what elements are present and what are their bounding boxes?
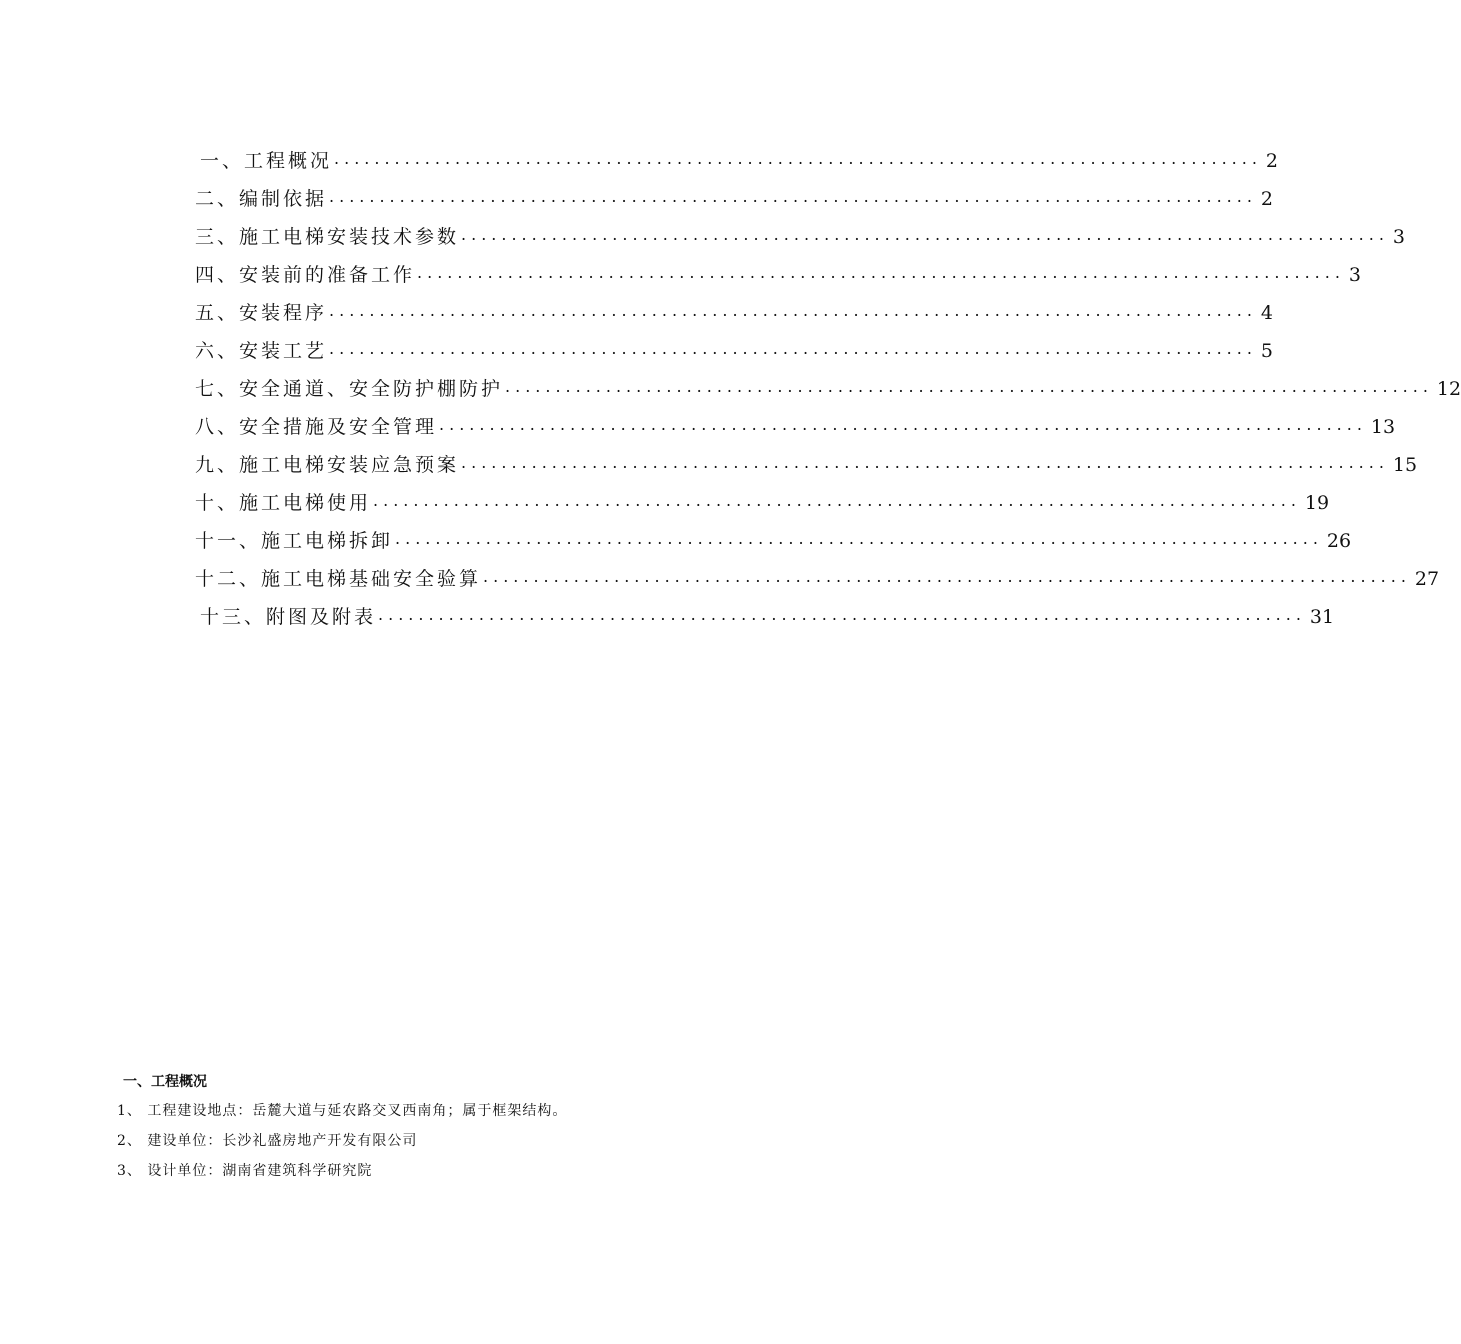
- toc-entry-label: 十一、施工电梯拆卸: [195, 530, 394, 552]
- paragraph-developer: 2、 建设单位：长沙礼盛房地产开发有限公司: [117, 1133, 418, 1149]
- toc-leader-dots: ............................................................................................: [417, 263, 1345, 282]
- paragraph-location: 1、 工程建设地点：岳麓大道与延农路交叉西南角；属于框架结构。: [117, 1103, 568, 1119]
- toc-entry-page: 27: [1414, 568, 1440, 590]
- toc-entry[interactable]: [195, 371, 1461, 401]
- toc-leader-dots: ............................................................................................: [329, 187, 1257, 206]
- toc-leader-dots: ............................................................................................: [461, 225, 1389, 244]
- toc-entry-page: 4: [1260, 302, 1274, 324]
- toc-leader-dots: ............................................................................................: [329, 301, 1257, 320]
- toc-entry-page: 19: [1304, 492, 1330, 514]
- toc-leader-dots: ............................................................................................: [378, 605, 1306, 624]
- toc-entry[interactable]: [195, 219, 1406, 249]
- toc-entry-label: 六、安装工艺: [195, 340, 328, 362]
- paragraph-designer: 3、 设计单位：湖南省建筑科学研究院: [117, 1163, 373, 1179]
- toc-entry[interactable]: [195, 561, 1440, 591]
- section-heading: 一、工程概况: [123, 1074, 207, 1090]
- toc-entry-label: 八、安全措施及安全管理: [195, 416, 438, 438]
- toc-entry-page: 31: [1309, 606, 1335, 628]
- toc-entry[interactable]: [195, 485, 1330, 515]
- toc-entry-page: 15: [1392, 454, 1418, 476]
- toc-entry-page: 12: [1436, 378, 1461, 400]
- project-overview-section: [117, 1068, 837, 1186]
- toc-entry-page: 3: [1392, 226, 1406, 248]
- toc-entry-page: 26: [1326, 530, 1352, 552]
- toc-entry[interactable]: [195, 257, 1362, 287]
- toc-entry-page: 13: [1370, 416, 1396, 438]
- toc-leader-dots: ............................................................................................: [334, 149, 1262, 168]
- toc-entry[interactable]: [195, 523, 1352, 553]
- toc-entry[interactable]: [200, 599, 1335, 629]
- toc-entry-label: 十三、附图及附表: [200, 606, 377, 628]
- toc-entry[interactable]: [200, 143, 1279, 173]
- toc-entry-label: 一、工程概况: [200, 150, 333, 172]
- toc-entry-label: 五、安装程序: [195, 302, 328, 324]
- toc-entry-page: 5: [1260, 340, 1274, 362]
- toc-entry[interactable]: [195, 447, 1418, 477]
- toc-leader-dots: ............................................................................................: [483, 567, 1411, 586]
- toc-entry-label: 四、安装前的准备工作: [195, 264, 416, 286]
- toc-entry-page: 3: [1348, 264, 1362, 286]
- toc-entry-label: 十、施工电梯使用: [195, 492, 372, 514]
- toc-leader-dots: ............................................................................................: [505, 377, 1433, 396]
- toc-leader-dots: ............................................................................................: [461, 453, 1389, 472]
- toc-entry[interactable]: [195, 181, 1274, 211]
- toc-entry-label: 九、施工电梯安装应急预案: [195, 454, 460, 476]
- toc-entry-page: 2: [1260, 188, 1274, 210]
- toc-leader-dots: ............................................................................................: [439, 415, 1367, 434]
- toc-entry[interactable]: [195, 409, 1396, 439]
- toc-entry-label: 三、施工电梯安装技术参数: [195, 226, 460, 248]
- toc-leader-dots: ............................................................................................: [395, 529, 1323, 548]
- toc-entry-label: 二、编制依据: [195, 188, 328, 210]
- toc-entry-label: 七、安全通道、安全防护棚防护: [195, 378, 504, 400]
- toc-leader-dots: ............................................................................................: [373, 491, 1301, 510]
- toc-entry-page: 2: [1265, 150, 1279, 172]
- toc-entry-label: 十二、施工电梯基础安全验算: [195, 568, 482, 590]
- toc-entry[interactable]: [195, 333, 1274, 363]
- toc-entry[interactable]: [195, 295, 1274, 325]
- toc-leader-dots: ............................................................................................: [329, 339, 1257, 358]
